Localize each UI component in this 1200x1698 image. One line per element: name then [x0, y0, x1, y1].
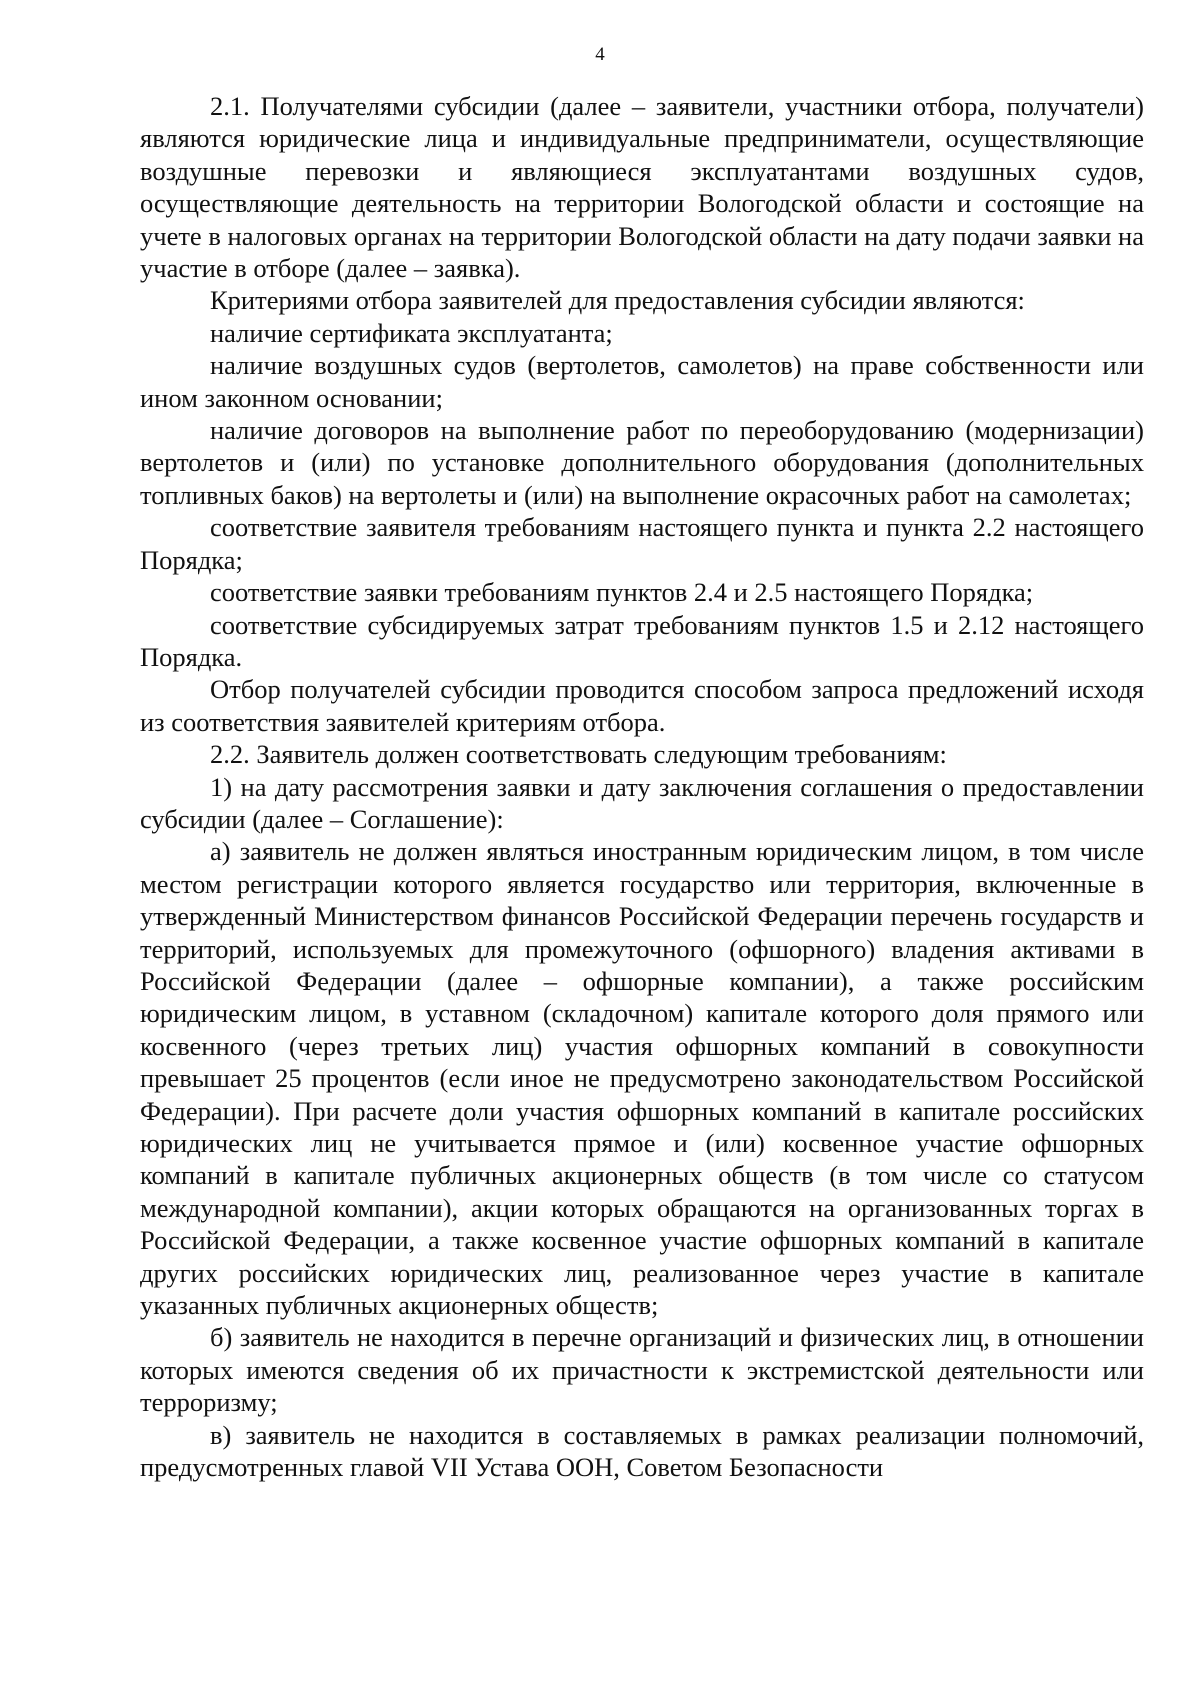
paragraph-2-1: 2.1. Получателями субсидии (далее – заявители, участники отбора, получатели) являются юридические лица и индивидуальные предприниматели, осуществляющие воздушные перевозки и являющиеся эксплуатантами воздушных судов, осуществляющие деятельность на территории Вологодской области и состоящие на учете в налоговых органах на территории Вологодской области на дату подачи заявки на участие в отборе (далее – заявка). — [140, 91, 1144, 284]
paragraph-item-1: 1) на дату рассмотрения заявки и дату заключения соглашения о предоставлении субсидии (далее – Соглашение): — [140, 771, 1144, 834]
paragraph-criterion-aircraft: наличие воздушных судов (вертолетов, самолетов) на праве собственности или ином законном основании; — [140, 350, 1144, 413]
paragraph-item-a: а) заявитель не должен являться иностранным юридическим лицом, в том числе местом регистрации которого является государство или территория, включенные в утвержденный Министерством финансов Российской Федерации перечень государств и территорий, используемых для промежуточного (офшорного) владения активами в Российской Федерации (далее – офшорные компании), а также российским юридическим лицом, в уставном (складочном) капитале которого доля прямого или косвенного (через третьих лиц) участия офшорных компаний в совокупности превышает 25 процентов (если иное не предусмотрено законодательством Российской Федерации). При расчете доли участия офшорных компаний в капитале российских юридических лиц не учитывается прямое и (или) косвенное участие офшорных компаний в капитале публичных акционерных обществ (в том числе со статусом международной компании), акции которых обращаются на организованных торгах в Российской Федерации, а также косвенное участие офшорных компаний в капитале других российских юридических лиц, реализованное через участие в капитале указанных публичных акционерных обществ; — [140, 836, 1144, 1321]
paragraph-criterion-costs: соответствие субсидируемых затрат требованиям пунктов 1.5 и 2.12 настоящего Порядка. — [140, 609, 1144, 672]
paragraph-2-2: 2.2. Заявитель должен соответствовать следующим требованиям: — [210, 739, 947, 770]
paragraph-criterion-applicant: соответствие заявителя требованиям настоящего пункта и пункта 2.2 настоящего Порядка; — [140, 512, 1144, 575]
document-body — [140, 90, 1144, 1483]
paragraph-selection-method: Отбор получателей субсидии проводится способом запроса предложений исходя из соответствия заявителей критериям отбора. — [140, 674, 1144, 737]
paragraph-criterion-application: соответствие заявки требованиям пунктов 2.4 и 2.5 настоящего Порядка; — [210, 577, 1034, 608]
paragraph-item-b: б) заявитель не находится в перечне организаций и физических лиц, в отношении которых имеются сведения об их причастности к экстремистской деятельности или терроризму; — [140, 1322, 1144, 1418]
paragraph-criteria-intro: Критериями отбора заявителей для предоставления субсидии являются: — [210, 285, 1025, 316]
paragraph-item-v: в) заявитель не находится в составляемых в рамках реализации полномочий, предусмотренных главой VII Устава ООН, Советом Безопасности — [140, 1419, 1144, 1483]
paragraph-criterion-contracts: наличие договоров на выполнение работ по переоборудованию (модернизации) вертолетов и (или) по установке дополнительного оборудования (дополнительных топливных баков) на вертолеты и (или) на выполнение окрасочных работ на самолетах; — [140, 415, 1144, 510]
page-number: 4 — [595, 44, 605, 65]
paragraph-criterion-certificate: наличие сертификата эксплуатанта; — [210, 317, 613, 348]
